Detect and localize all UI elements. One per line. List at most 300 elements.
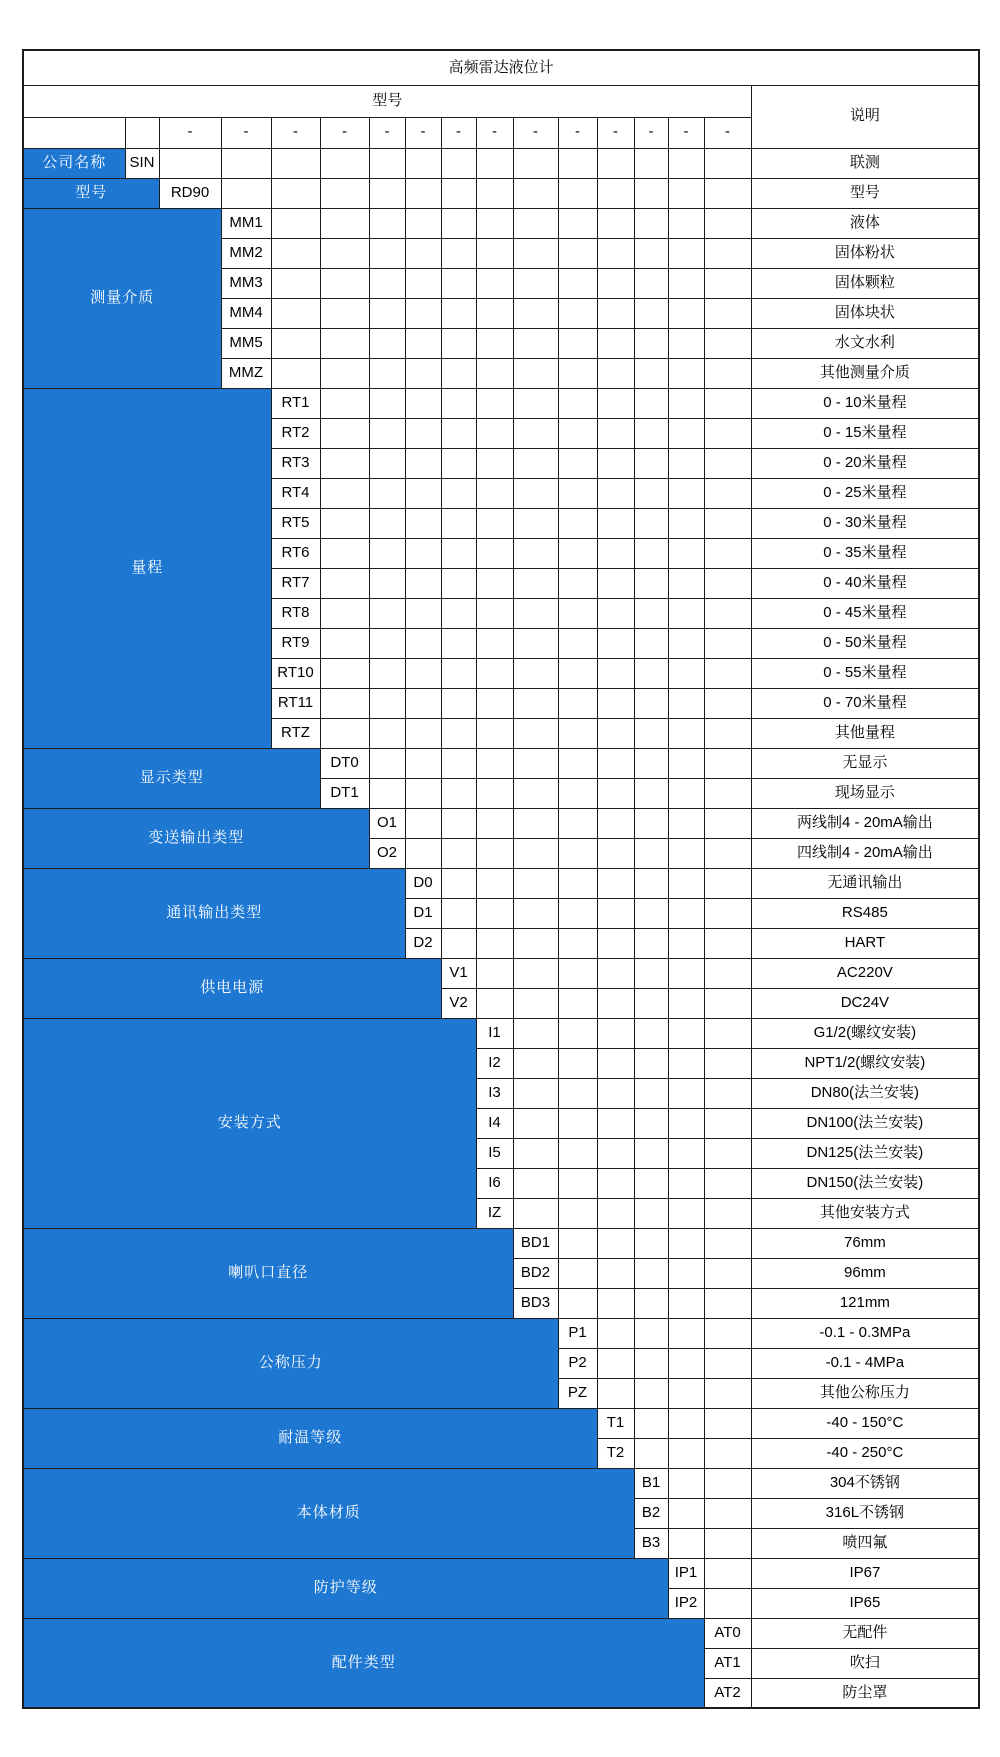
empty-cell (558, 628, 597, 658)
empty-cell (668, 598, 704, 628)
code-cell: B1 (634, 1468, 668, 1498)
empty-cell (668, 838, 704, 868)
separator-cell: - (405, 117, 441, 148)
empty-cell (634, 928, 668, 958)
code-cell: D2 (405, 928, 441, 958)
empty-cell (441, 268, 476, 298)
empty-cell (704, 1108, 751, 1138)
empty-cell (558, 898, 597, 928)
code-cell: I5 (476, 1138, 513, 1168)
empty-cell (441, 808, 476, 838)
empty-cell (668, 958, 704, 988)
empty-cell (405, 718, 441, 748)
option-row (23, 1228, 979, 1258)
code-cell: RD90 (159, 178, 221, 208)
empty-cell (704, 358, 751, 388)
empty-cell (634, 1438, 668, 1468)
empty-cell (513, 508, 558, 538)
empty-cell (271, 298, 320, 328)
empty-cell (668, 388, 704, 418)
empty-cell (634, 1378, 668, 1408)
empty-cell (513, 298, 558, 328)
empty-cell (441, 148, 476, 178)
description-cell: DN80(法兰安装) (751, 1078, 979, 1108)
empty-cell (558, 1138, 597, 1168)
empty-cell (513, 688, 558, 718)
empty-cell (476, 958, 513, 988)
option-row (23, 1558, 979, 1588)
separator-cell: - (668, 117, 704, 148)
empty-cell (704, 928, 751, 958)
empty-cell (320, 388, 369, 418)
empty-cell (668, 1378, 704, 1408)
empty-cell (441, 658, 476, 688)
empty-cell (597, 448, 634, 478)
empty-cell (558, 298, 597, 328)
empty-cell (558, 388, 597, 418)
empty-cell (513, 928, 558, 958)
empty-cell (668, 418, 704, 448)
code-cell: MM2 (221, 238, 271, 268)
empty-cell (668, 1288, 704, 1318)
description-cell: 固体粉状 (751, 238, 979, 268)
empty-cell (704, 538, 751, 568)
empty-cell (558, 688, 597, 718)
description-cell: 96mm (751, 1258, 979, 1288)
description-cell: 121mm (751, 1288, 979, 1318)
empty-cell (668, 358, 704, 388)
separator-cell: - (704, 117, 751, 148)
empty-cell (369, 748, 405, 778)
empty-cell (704, 1468, 751, 1498)
empty-cell (369, 718, 405, 748)
code-cell: B2 (634, 1498, 668, 1528)
empty-cell (221, 148, 271, 178)
empty-cell (369, 208, 405, 238)
empty-cell (634, 298, 668, 328)
empty-cell (476, 268, 513, 298)
empty-cell (704, 1588, 751, 1618)
empty-cell (513, 718, 558, 748)
description-cell: 0 - 25米量程 (751, 478, 979, 508)
empty-cell (597, 688, 634, 718)
code-cell: V2 (441, 988, 476, 1018)
empty-cell (597, 268, 634, 298)
empty-cell (405, 268, 441, 298)
empty-cell (704, 1078, 751, 1108)
code-cell: D0 (405, 868, 441, 898)
category-label-cell: 耐温等级 (23, 1408, 597, 1468)
empty-cell (125, 117, 159, 148)
empty-cell (634, 658, 668, 688)
empty-cell (597, 1108, 634, 1138)
option-row (23, 748, 979, 778)
code-cell: IP2 (668, 1588, 704, 1618)
empty-cell (320, 208, 369, 238)
empty-cell (634, 358, 668, 388)
empty-cell (558, 238, 597, 268)
empty-cell (513, 988, 558, 1018)
description-cell: 防尘罩 (751, 1678, 979, 1708)
empty-cell (704, 508, 751, 538)
empty-cell (558, 538, 597, 568)
empty-cell (704, 1048, 751, 1078)
empty-cell (704, 568, 751, 598)
description-cell: -40 - 250°C (751, 1438, 979, 1468)
empty-cell (320, 328, 369, 358)
empty-cell (513, 268, 558, 298)
empty-cell (597, 178, 634, 208)
empty-cell (405, 688, 441, 718)
code-cell: RT8 (271, 598, 320, 628)
separator-cell: - (476, 117, 513, 148)
empty-cell (405, 448, 441, 478)
empty-cell (704, 268, 751, 298)
empty-cell (597, 478, 634, 508)
empty-cell (558, 268, 597, 298)
empty-cell (369, 268, 405, 298)
empty-cell (441, 508, 476, 538)
code-cell: RT7 (271, 568, 320, 598)
model-selection-table (22, 49, 980, 1709)
empty-cell (634, 1348, 668, 1378)
empty-cell (668, 148, 704, 178)
empty-cell (634, 748, 668, 778)
empty-cell (704, 178, 751, 208)
empty-cell (513, 628, 558, 658)
empty-cell (597, 538, 634, 568)
empty-cell (597, 388, 634, 418)
empty-cell (513, 1168, 558, 1198)
description-cell: -0.1 - 4MPa (751, 1348, 979, 1378)
code-cell: AT2 (704, 1678, 751, 1708)
option-row (23, 958, 979, 988)
empty-cell (558, 148, 597, 178)
empty-cell (369, 178, 405, 208)
empty-cell (476, 388, 513, 418)
empty-cell (668, 298, 704, 328)
empty-cell (668, 658, 704, 688)
empty-cell (513, 748, 558, 778)
code-cell: BD1 (513, 1228, 558, 1258)
empty-cell (441, 538, 476, 568)
empty-cell (668, 1048, 704, 1078)
empty-cell (634, 478, 668, 508)
description-cell: 四线制4 - 20mA输出 (751, 838, 979, 868)
empty-cell (405, 538, 441, 568)
empty-cell (704, 1318, 751, 1348)
empty-cell (704, 808, 751, 838)
empty-cell (634, 418, 668, 448)
empty-cell (513, 1078, 558, 1108)
empty-cell (597, 298, 634, 328)
option-row (23, 148, 979, 178)
empty-cell (634, 718, 668, 748)
description-cell: IP67 (751, 1558, 979, 1588)
description-cell: DN125(法兰安装) (751, 1138, 979, 1168)
empty-cell (558, 868, 597, 898)
empty-cell (320, 418, 369, 448)
empty-cell (634, 1288, 668, 1318)
empty-cell (441, 928, 476, 958)
empty-cell (704, 628, 751, 658)
empty-cell (405, 298, 441, 328)
empty-cell (441, 298, 476, 328)
empty-cell (476, 538, 513, 568)
empty-cell (634, 1078, 668, 1108)
empty-cell (634, 238, 668, 268)
separator-cell: - (597, 117, 634, 148)
empty-cell (668, 628, 704, 658)
description-cell: -0.1 - 0.3MPa (751, 1318, 979, 1348)
separator-cell: - (441, 117, 476, 148)
empty-cell (558, 988, 597, 1018)
empty-cell (369, 568, 405, 598)
empty-cell (597, 928, 634, 958)
empty-cell (476, 778, 513, 808)
empty-cell (369, 598, 405, 628)
empty-cell (704, 1528, 751, 1558)
option-row (23, 208, 979, 238)
empty-cell (369, 508, 405, 538)
empty-cell (441, 568, 476, 598)
empty-cell (597, 1048, 634, 1078)
empty-cell (476, 208, 513, 238)
empty-cell (441, 628, 476, 658)
empty-cell (271, 178, 320, 208)
option-row (23, 1468, 979, 1498)
empty-cell (704, 478, 751, 508)
description-cell: 0 - 55米量程 (751, 658, 979, 688)
category-label-cell: 安装方式 (23, 1018, 476, 1228)
description-cell: 0 - 20米量程 (751, 448, 979, 478)
empty-cell (668, 1078, 704, 1108)
page-title: 高频雷达液位计 (23, 50, 979, 85)
empty-cell (405, 388, 441, 418)
empty-cell (704, 988, 751, 1018)
empty-cell (634, 1168, 668, 1198)
empty-cell (441, 748, 476, 778)
empty-cell (704, 1288, 751, 1318)
empty-cell (513, 1018, 558, 1048)
empty-cell (320, 508, 369, 538)
empty-cell (704, 658, 751, 688)
empty-cell (513, 1198, 558, 1228)
code-cell: I2 (476, 1048, 513, 1078)
category-label-cell: 公司名称 (23, 148, 125, 178)
empty-cell (369, 628, 405, 658)
empty-cell (704, 1378, 751, 1408)
empty-cell (668, 928, 704, 958)
empty-cell (369, 688, 405, 718)
description-cell: 0 - 70米量程 (751, 688, 979, 718)
description-cell: 固体块状 (751, 298, 979, 328)
empty-cell (597, 508, 634, 538)
separator-cell: - (558, 117, 597, 148)
empty-cell (221, 178, 271, 208)
empty-cell (668, 268, 704, 298)
option-row (23, 388, 979, 418)
empty-cell (668, 868, 704, 898)
empty-cell (634, 1198, 668, 1228)
code-cell: T1 (597, 1408, 634, 1438)
empty-cell (558, 178, 597, 208)
empty-cell (476, 718, 513, 748)
code-cell: AT0 (704, 1618, 751, 1648)
empty-cell (704, 748, 751, 778)
empty-cell (704, 1408, 751, 1438)
option-row (23, 808, 979, 838)
empty-cell (405, 418, 441, 448)
empty-cell (668, 688, 704, 718)
empty-cell (634, 568, 668, 598)
empty-cell (476, 358, 513, 388)
empty-cell (597, 568, 634, 598)
empty-cell (704, 838, 751, 868)
code-cell: I1 (476, 1018, 513, 1048)
empty-cell (405, 658, 441, 688)
code-cell: RT3 (271, 448, 320, 478)
empty-cell (159, 148, 221, 178)
description-cell: 固体颗粒 (751, 268, 979, 298)
option-row (23, 1618, 979, 1648)
empty-cell (271, 268, 320, 298)
description-cell: NPT1/2(螺纹安装) (751, 1048, 979, 1078)
description-cell: 两线制4 - 20mA输出 (751, 808, 979, 838)
empty-cell (634, 538, 668, 568)
empty-cell (558, 808, 597, 838)
empty-cell (441, 388, 476, 418)
option-row (23, 1318, 979, 1348)
model-header-row (23, 85, 979, 117)
empty-cell (441, 898, 476, 928)
empty-cell (441, 868, 476, 898)
empty-cell (634, 1108, 668, 1138)
empty-cell (597, 838, 634, 868)
code-cell: I6 (476, 1168, 513, 1198)
empty-cell (597, 778, 634, 808)
empty-cell (476, 928, 513, 958)
description-cell: -40 - 150°C (751, 1408, 979, 1438)
code-cell: O1 (369, 808, 405, 838)
empty-cell (704, 1168, 751, 1198)
empty-cell (405, 598, 441, 628)
empty-cell (369, 478, 405, 508)
empty-cell (668, 898, 704, 928)
empty-cell (441, 178, 476, 208)
empty-cell (597, 208, 634, 238)
empty-cell (668, 1348, 704, 1378)
empty-cell (558, 778, 597, 808)
code-cell: I4 (476, 1108, 513, 1138)
empty-cell (513, 868, 558, 898)
description-cell: 304不锈钢 (751, 1468, 979, 1498)
separator-cell: - (159, 117, 221, 148)
empty-cell (441, 598, 476, 628)
description-cell: 喷四氟 (751, 1528, 979, 1558)
empty-cell (320, 598, 369, 628)
description-cell: HART (751, 928, 979, 958)
empty-cell (634, 598, 668, 628)
empty-cell (558, 958, 597, 988)
empty-cell (704, 388, 751, 418)
description-cell: 其他公称压力 (751, 1378, 979, 1408)
empty-cell (597, 898, 634, 928)
empty-cell (476, 898, 513, 928)
empty-cell (704, 1258, 751, 1288)
empty-cell (597, 1348, 634, 1378)
empty-cell (634, 388, 668, 418)
empty-cell (668, 448, 704, 478)
empty-cell (597, 1318, 634, 1348)
empty-cell (668, 178, 704, 208)
empty-cell (597, 988, 634, 1018)
empty-cell (597, 1138, 634, 1168)
empty-cell (634, 988, 668, 1018)
category-label-cell: 配件类型 (23, 1618, 704, 1708)
empty-cell (441, 778, 476, 808)
empty-cell (704, 1498, 751, 1528)
empty-cell (476, 418, 513, 448)
category-label-cell: 通讯输出类型 (23, 868, 405, 958)
description-cell: DN150(法兰安装) (751, 1168, 979, 1198)
empty-cell (441, 358, 476, 388)
empty-cell (476, 568, 513, 598)
empty-cell (704, 298, 751, 328)
empty-cell (513, 418, 558, 448)
description-cell: 0 - 30米量程 (751, 508, 979, 538)
description-cell: 其他量程 (751, 718, 979, 748)
empty-cell (23, 117, 125, 148)
empty-cell (320, 298, 369, 328)
empty-cell (668, 718, 704, 748)
empty-cell (597, 1258, 634, 1288)
empty-cell (558, 598, 597, 628)
empty-cell (558, 748, 597, 778)
empty-cell (597, 868, 634, 898)
empty-cell (476, 148, 513, 178)
empty-cell (704, 1198, 751, 1228)
empty-cell (320, 148, 369, 178)
empty-cell (405, 358, 441, 388)
empty-cell (513, 538, 558, 568)
empty-cell (558, 568, 597, 598)
empty-cell (668, 1498, 704, 1528)
empty-cell (597, 148, 634, 178)
empty-cell (704, 208, 751, 238)
code-cell: D1 (405, 898, 441, 928)
empty-cell (704, 688, 751, 718)
separator-cell: - (634, 117, 668, 148)
empty-cell (558, 1198, 597, 1228)
empty-cell (558, 718, 597, 748)
description-cell: 316L不锈钢 (751, 1498, 979, 1528)
empty-cell (476, 808, 513, 838)
empty-cell (513, 1048, 558, 1078)
empty-cell (597, 328, 634, 358)
description-cell: IP65 (751, 1588, 979, 1618)
empty-cell (668, 1408, 704, 1438)
empty-cell (320, 538, 369, 568)
empty-cell (704, 238, 751, 268)
separator-cell: - (369, 117, 405, 148)
empty-cell (634, 1318, 668, 1348)
empty-cell (441, 208, 476, 238)
empty-cell (597, 658, 634, 688)
empty-cell (597, 1288, 634, 1318)
empty-cell (320, 718, 369, 748)
empty-cell (513, 388, 558, 418)
